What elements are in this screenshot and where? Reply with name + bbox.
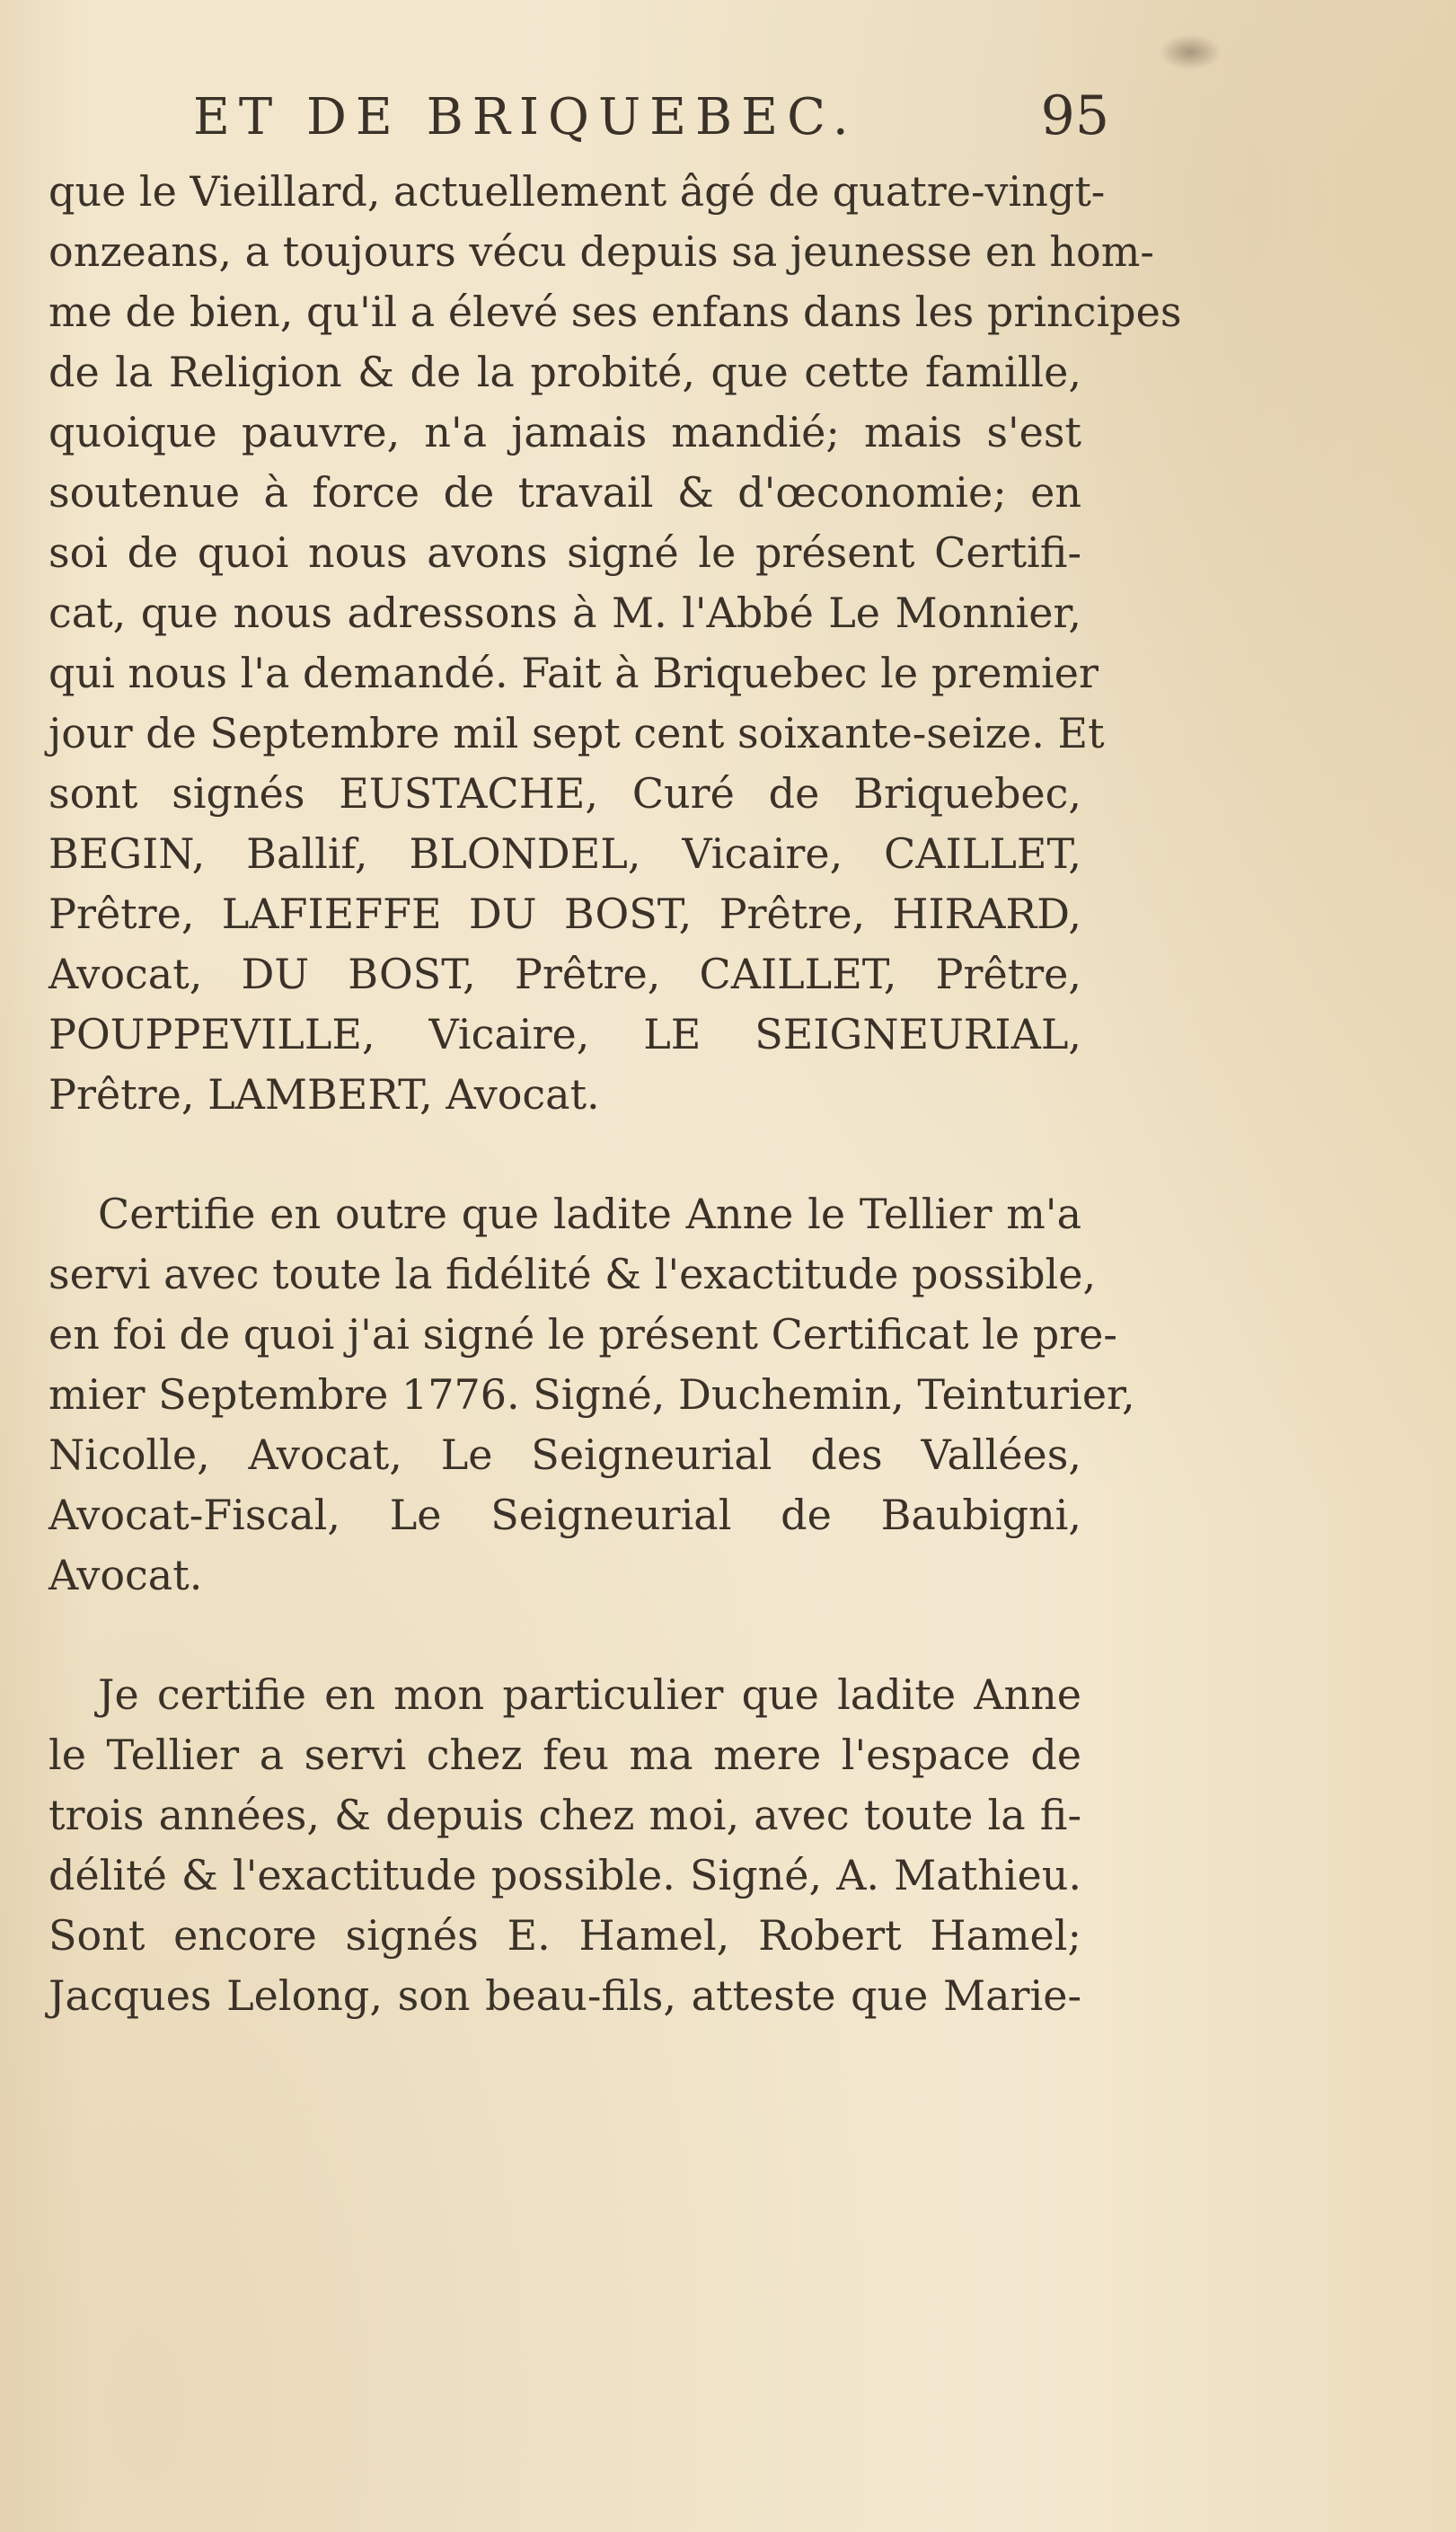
text-line: en foi de quoi j'ai signé le présent Certificat le pre-	[49, 1310, 1117, 1359]
paragraph-service-certificate	[49, 1184, 1135, 1606]
text-line: Avocat, DU BOST, Prêtre, CAILLET, Prêtre,	[49, 950, 1081, 998]
text-line: délité & l'exactitude possible. Signé, A. Mathieu.	[49, 1851, 1081, 1899]
text-line: sont signés EUSTACHE, Curé de Briquebec,	[49, 769, 1081, 818]
text-line: soi de quoi nous avons signé le présent Certifi-	[49, 528, 1081, 577]
text-line: Avocat.	[49, 1551, 203, 1599]
text-line: Prêtre, LAFIEFFE DU BOST, Prêtre, HIRARD,	[49, 890, 1081, 938]
text-line: Sont encore signés E. Hamel, Robert Hamel;	[49, 1911, 1081, 1960]
paragraph-personal-certificate	[49, 1665, 1081, 2026]
text-line: soutenue à force de travail & d'œconomie; en	[49, 468, 1081, 517]
page-number: 95	[1040, 84, 1109, 147]
running-title: ET DE BRIQUEBEC.	[193, 88, 858, 146]
text-line: servi avec toute la fidélité & l'exactitude possible,	[49, 1250, 1097, 1298]
text-line: me de bien, qu'il a élevé ses enfans dans les principes	[49, 288, 1182, 336]
text-line: cat, que nous adressons à M. l'Abbé Le Monnier,	[49, 589, 1081, 637]
text-line: POUPPEVILLE, Vicaire, LE SEIGNEURIAL,	[49, 1010, 1081, 1058]
text-line: Certifie en outre que ladite Anne le Tellier m'a	[98, 1190, 1081, 1238]
text-line: Avocat-Fiscal, Le Seigneurial de Baubigni,	[49, 1491, 1081, 1539]
text-line: jour de Septembre mil sept cent soixante-seize. Et	[49, 709, 1105, 757]
text-line: trois années, & depuis chez moi, avec toute la fi-	[49, 1791, 1081, 1839]
text-line: le Tellier a servi chez feu ma mere l'espace de	[49, 1731, 1081, 1779]
text-line: Je certifie en mon particulier que ladite Anne	[98, 1670, 1081, 1719]
paragraph-gap	[49, 1606, 1081, 1665]
text-line: quoique pauvre, n'a jamais mandié; mais s'est	[49, 408, 1081, 456]
paragraph-certificate	[49, 162, 1182, 1125]
text-line: BEGIN, Ballif, BLONDEL, Vicaire, CAILLET,	[49, 829, 1081, 878]
text-line: Jacques Lelong, son beau-fils, atteste que Marie-	[49, 1971, 1081, 2020]
text-line: mier Septembre 1776. Signé, Duchemin, Teinturier,	[49, 1370, 1135, 1419]
text-line: que le Vieillard, actuellement âgé de quatre-vingt-	[49, 167, 1106, 216]
text-line: onzeans, a toujours vécu depuis sa jeunesse en hom-	[49, 227, 1154, 276]
page-header	[193, 81, 1109, 162]
text-line: de la Religion & de la probité, que cette famille,	[49, 348, 1081, 396]
text-line: qui nous l'a demandé. Fait à Briquebec le premier	[49, 649, 1099, 697]
body-text	[49, 162, 1182, 2026]
text-line: Prêtre, LAMBERT, Avocat.	[49, 1070, 600, 1119]
ink-stain	[1159, 34, 1222, 70]
text-line: Nicolle, Avocat, Le Seigneurial des Vallées,	[49, 1430, 1081, 1479]
paragraph-gap	[49, 1125, 1081, 1184]
